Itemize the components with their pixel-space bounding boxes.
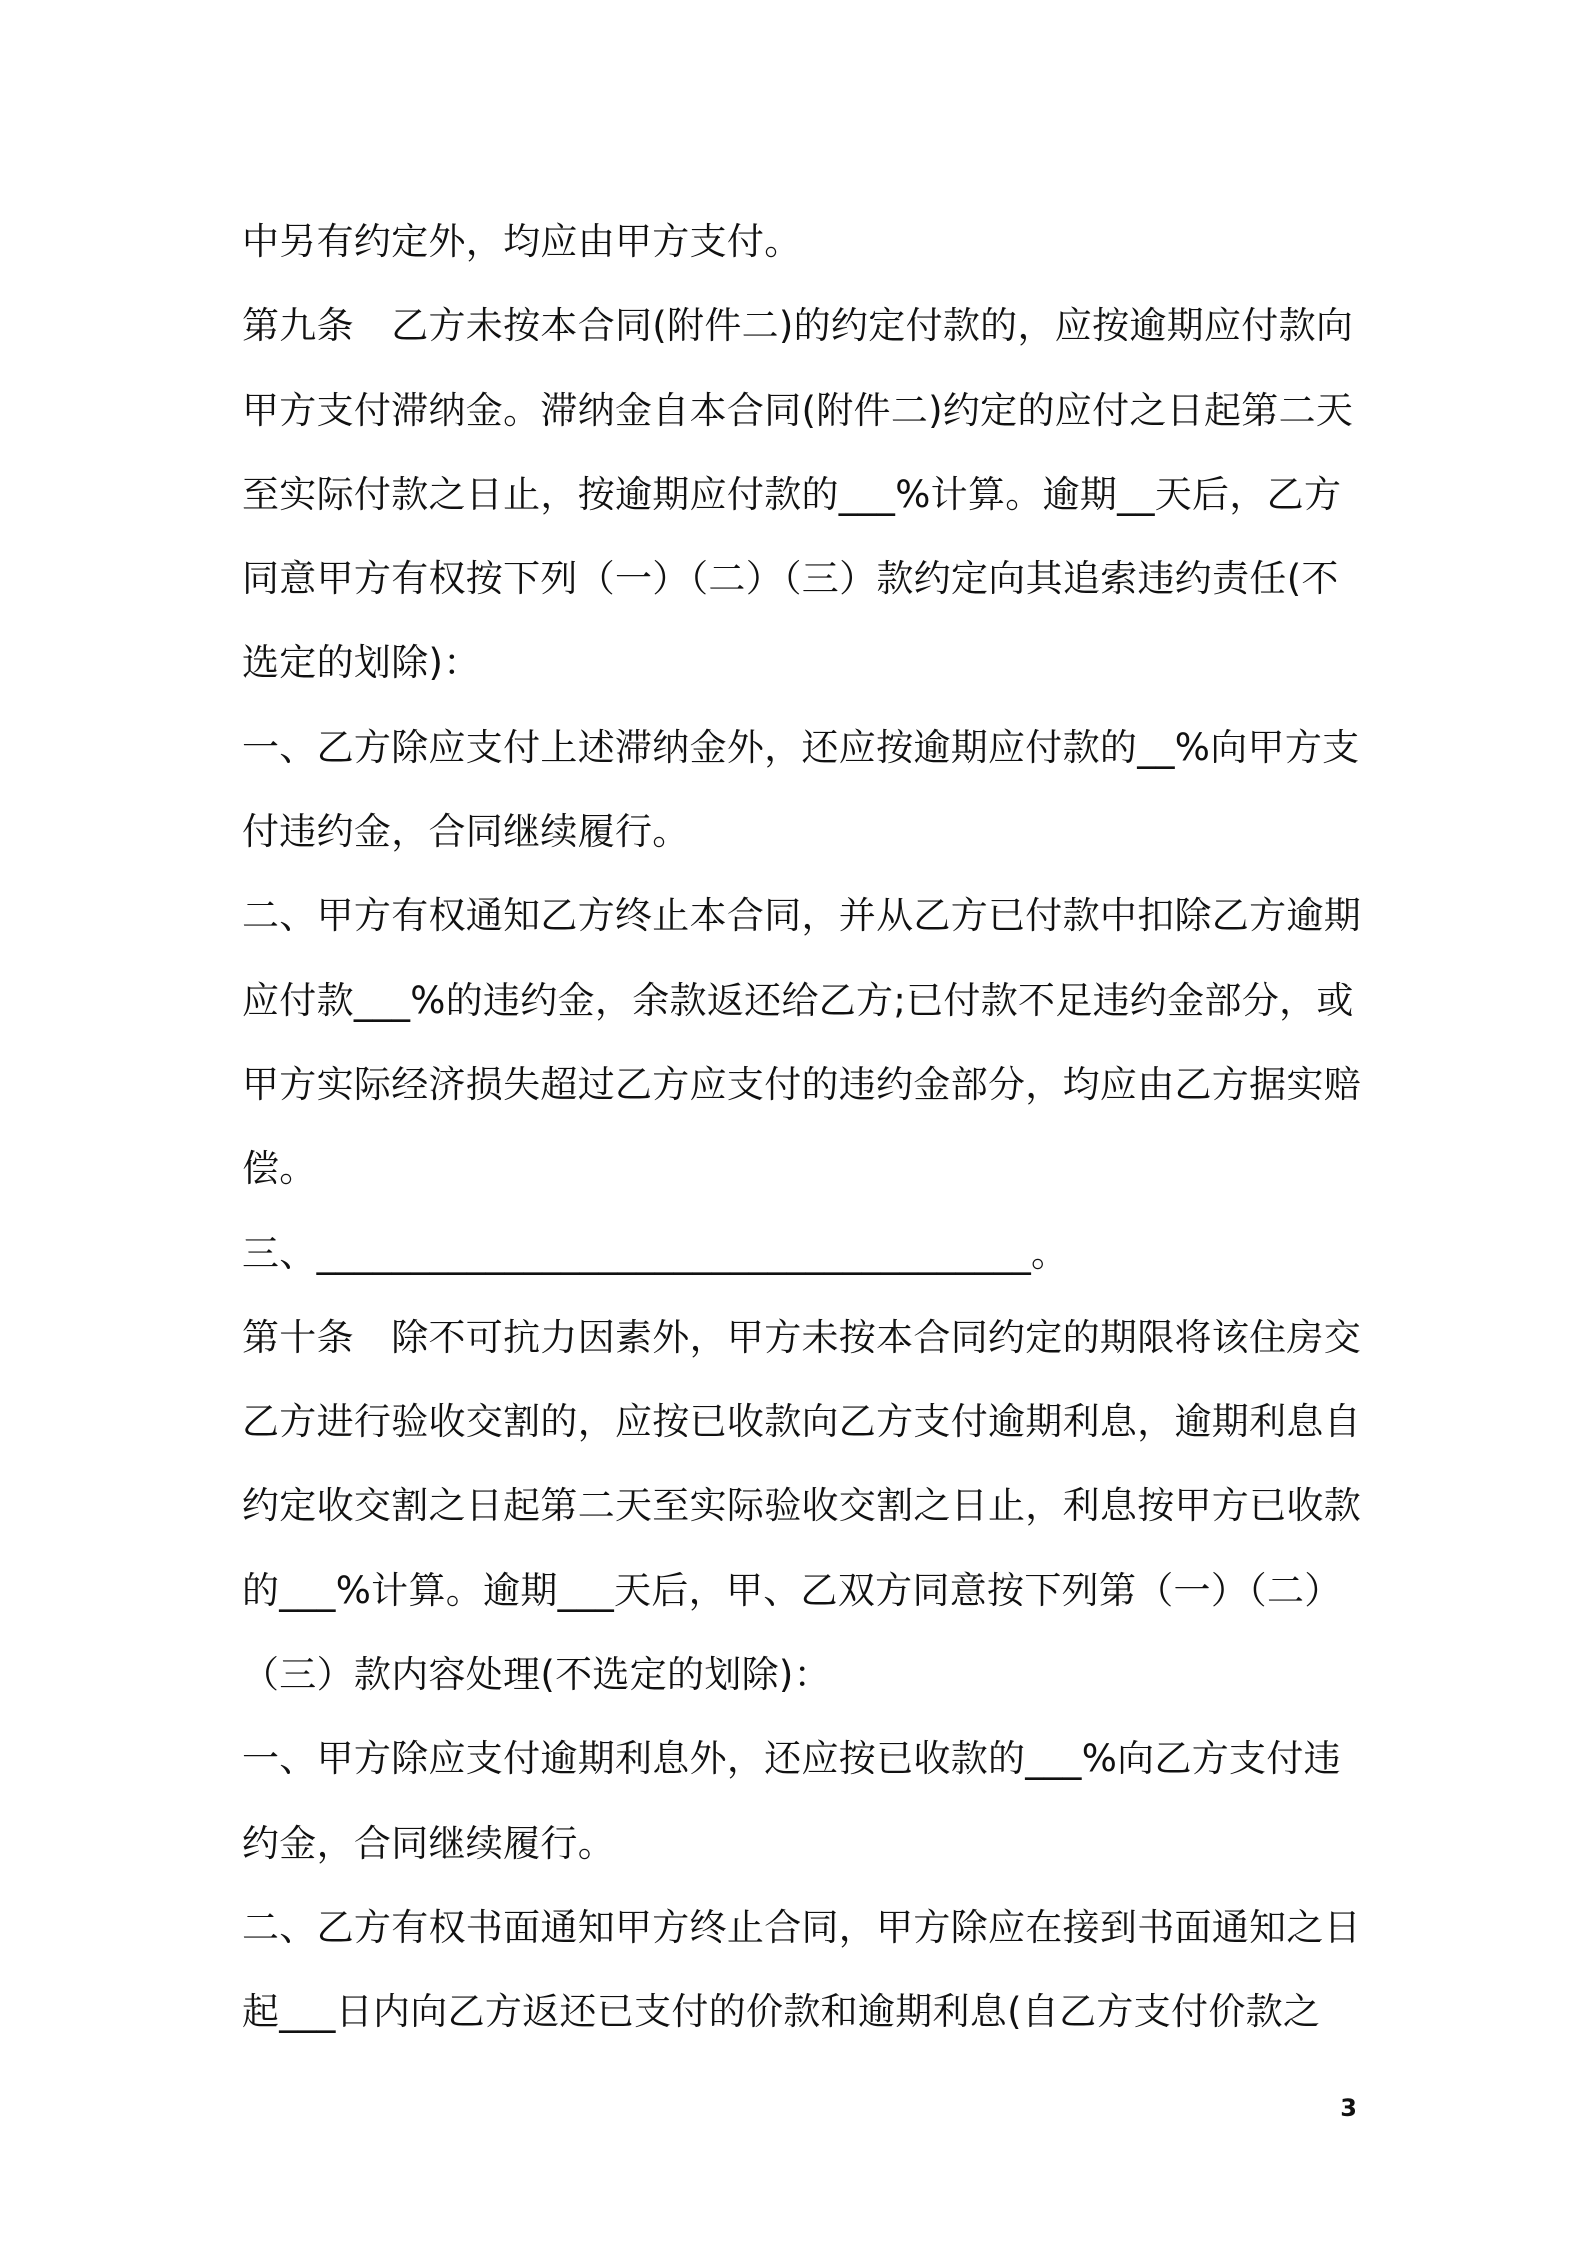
text-line: 至实际付款之日止，按逾期应付款的___%计算。逾期__天后，乙方 (242, 472, 1342, 516)
text-line: 乙方进行验收交割的，应按已收款向乙方支付逾期利息，逾期利息自 (242, 1400, 1361, 1444)
text-line: 应付款___%的违约金，余款返还给乙方;已付款不足违约金部分，或 (242, 978, 1354, 1022)
text-line: 约定收交割之日起第二天至实际验收交割之日止，利息按甲方已收款 (242, 1484, 1361, 1528)
text-line: 一、甲方除应支付逾期利息外，还应按已收款的___%向乙方支付违 (242, 1737, 1341, 1781)
text-line: 同意甲方有权按下列（一）（二）（三）款约定向其追索违约责任(不 (242, 557, 1339, 601)
text-line: 中另有约定外，均应由甲方支付。 (242, 220, 802, 263)
text-line: 付违约金，合同继续履行。 (242, 810, 690, 854)
text-line: 选定的划除)： (242, 641, 481, 685)
text-line: （三）款内容处理(不选定的划除)： (242, 1653, 831, 1697)
text-line: 的___%计算。逾期___天后，甲、乙双方同意按下列第（一）（二） (242, 1568, 1342, 1612)
text-line: 第九条 乙方未按本合同(附件二)的约定付款的，应按逾期应付款向 (242, 304, 1354, 348)
document-body (242, 200, 1362, 2055)
text-line: 偿。 (242, 1147, 317, 1191)
text-line: 一、乙方除应支付上述滞纳金外，还应按逾期应付款的__%向甲方支 (242, 725, 1360, 769)
page-number: 3 (1340, 2094, 1357, 2122)
text-line: 约金，合同继续履行。 (242, 1821, 615, 1865)
text-line: 第十条 除不可抗力因素外，甲方未按本合同约定的期限将该住房交 (242, 1315, 1361, 1359)
text-line: 二、乙方有权书面通知甲方终止合同，甲方除应在接到书面通知之日 (242, 1905, 1361, 1949)
text-line: 起___日内向乙方返还已支付的价款和逾期利息(自乙方支付价款之 (242, 1990, 1321, 2034)
text-line: 三、______________________________________。 (242, 1231, 1069, 1275)
text-line: 甲方实际经济损失超过乙方应支付的违约金部分，均应由乙方据实赔 (242, 1062, 1361, 1106)
text-line: 甲方支付滞纳金。滞纳金自本合同(附件二)约定的应付之日起第二天 (242, 388, 1354, 432)
text-line: 二、甲方有权通知乙方终止本合同，并从乙方已付款中扣除乙方逾期 (242, 894, 1361, 938)
